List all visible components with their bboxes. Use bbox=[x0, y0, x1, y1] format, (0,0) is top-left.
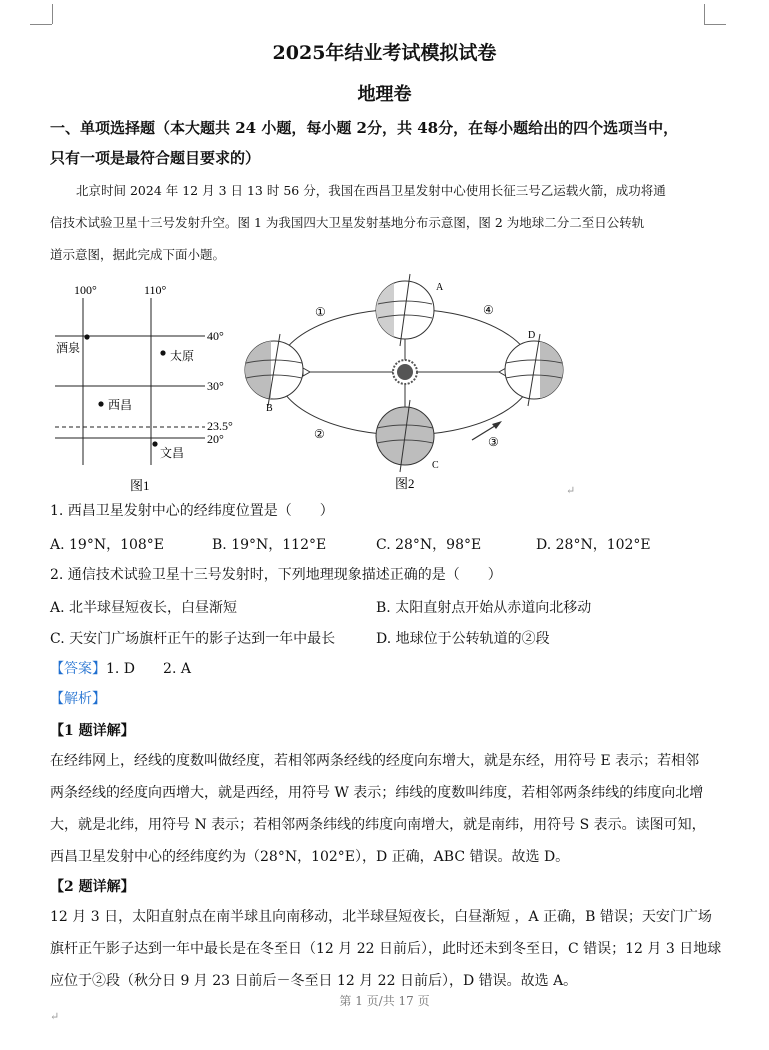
crop-mark-top-right bbox=[704, 24, 726, 25]
site-taiyuan: 太原 bbox=[170, 349, 195, 363]
detail2-label: 【2 题详解】 bbox=[50, 879, 135, 895]
figure2-orbit-diagram bbox=[240, 268, 570, 493]
site-taiyuan-dot bbox=[160, 350, 165, 355]
crop-mark-top-left-v bbox=[52, 4, 53, 24]
globe-c-icon bbox=[376, 400, 434, 472]
position-a: A bbox=[436, 282, 444, 293]
position-c: C bbox=[432, 460, 439, 471]
q1-option-c: C. 28°N，98°E bbox=[376, 537, 482, 553]
section-heading-line2: 只有一项是最符合题目要求的） bbox=[50, 149, 261, 167]
figure1-grid-map bbox=[50, 280, 240, 495]
globe-b-icon bbox=[245, 334, 303, 406]
site-wenchang: 文昌 bbox=[160, 446, 185, 460]
crop-mark-top-left bbox=[30, 24, 52, 25]
fig1-lat-23: 23.5° bbox=[207, 419, 233, 433]
detail2-line3: 应位于②段（秋分日 9 月 23 日前后－冬至日 12 月 22 日前后），D 错误。故选 A。 bbox=[50, 973, 578, 989]
paragraph-mark-end: ↵ bbox=[50, 1010, 60, 1023]
detail1-line2: 两条经线的经度向西增大，就是西经，用符号 W 表示；纬线的度数叫纬度，若相邻两条纬线的纬度向北增 bbox=[50, 785, 704, 801]
crop-mark-top-right-v bbox=[704, 4, 705, 24]
q2-option-b: B. 太阳直射点开始从赤道向北移动 bbox=[376, 600, 592, 616]
q1-option-b: B. 19°N，112°E bbox=[212, 537, 327, 553]
page-footer: 第 1 页/共 17 页 bbox=[339, 994, 430, 1008]
segment-3: ③ bbox=[488, 435, 499, 449]
figure1-caption: 图1 bbox=[130, 478, 150, 493]
globe-a-icon bbox=[376, 274, 434, 346]
segment-1: ① bbox=[315, 305, 326, 319]
segment-2: ② bbox=[314, 427, 325, 441]
site-jiuquan-dot bbox=[84, 334, 89, 339]
site-wenchang-dot bbox=[152, 441, 157, 446]
position-d: D bbox=[528, 330, 536, 341]
position-b: B bbox=[266, 403, 273, 414]
detail1-line1: 在经纬网上，经线的度数叫做经度，若相邻两条经线的经度向东增大，就是东经，用符号 E 表示；若相邻 bbox=[50, 753, 700, 769]
site-xichang-dot bbox=[98, 401, 103, 406]
answer-line bbox=[50, 654, 730, 684]
q1-option-d: D. 28°N，102°E bbox=[536, 537, 651, 553]
detail1-label: 【1 题详解】 bbox=[50, 723, 135, 739]
globe-d-icon bbox=[505, 334, 568, 406]
q2-stem: 2. 通信技术试验卫星十三号发射时，下列地理现象描述正确的是（ ） bbox=[50, 567, 502, 583]
fig1-lon-110: 110° bbox=[144, 283, 167, 297]
figure2-caption: 图2 bbox=[395, 476, 415, 491]
section-heading-line1: 一、单项选择题（本大题共 24 小题，每小题 2分，共 48分，在每小题给出的四个选项当中， bbox=[50, 119, 679, 137]
segment-4: ④ bbox=[483, 303, 494, 317]
q1-option-a: A. 19°N，108°E bbox=[50, 537, 165, 553]
stem-line1: 北京时间 2024 年 12 月 3 日 13 时 56 分，我国在西昌卫星发射中心使用长征三号乙运载火箭，成功将通 bbox=[76, 183, 666, 198]
fig1-lat-40: 40° bbox=[207, 329, 224, 343]
site-xichang: 西昌 bbox=[108, 398, 133, 412]
stem-line3: 道示意图，据此完成下面小题。 bbox=[50, 247, 226, 262]
fig1-lat-30: 30° bbox=[207, 379, 224, 393]
answer-text: 1. D 2. A bbox=[106, 661, 191, 677]
q1-stem: 1. 西昌卫星发射中心的经纬度位置是（ ） bbox=[50, 503, 334, 519]
paper-title: 2025年结业考试模拟试卷 bbox=[272, 42, 497, 64]
detail1-line4: 西昌卫星发射中心的经纬度约为（28°N，102°E），D 正确，ABC 错误。故选 D。 bbox=[50, 849, 570, 865]
q2-option-a: A. 北半球昼短夜长，白昼渐短 bbox=[50, 600, 238, 616]
site-jiuquan: 酒泉 bbox=[56, 341, 81, 355]
detail2-line2: 旗杆正午影子达到一年中最长是在冬至日（12 月 22 日前后），此时还未到冬至日，C 错误；12 月 3 日地球 bbox=[50, 941, 722, 957]
fig1-lat-20: 20° bbox=[207, 432, 224, 446]
detail2-line1: 12 月 3 日，太阳直射点在南半球且向南移动，北半球昼短夜长，白昼渐短 ，A 正确，B 错误；天安门广场 bbox=[50, 909, 712, 925]
stem-line2: 信技术试验卫星十三号发射升空。图 1 为我国四大卫星发射基地分布示意图，图 2 为地球二分二至日公转轨 bbox=[50, 215, 645, 230]
answer-label: 【答案】 bbox=[50, 661, 106, 677]
q2-option-c: C. 天安门广场旗杆正午的影子达到一年中最长 bbox=[50, 631, 336, 647]
paragraph-mark: ↵ bbox=[566, 484, 576, 497]
paper-subtitle: 地理卷 bbox=[357, 84, 412, 105]
analysis-label: 【解析】 bbox=[50, 691, 106, 707]
detail1-line3: 大，就是北纬，用符号 N 表示；若相邻两条纬线的纬度向南增大，就是南纬，用符号 S 表示。读图可知， bbox=[50, 817, 706, 833]
q2-option-d: D. 地球位于公转轨道的②段 bbox=[376, 631, 550, 647]
fig1-lon-100: 100° bbox=[74, 283, 97, 297]
